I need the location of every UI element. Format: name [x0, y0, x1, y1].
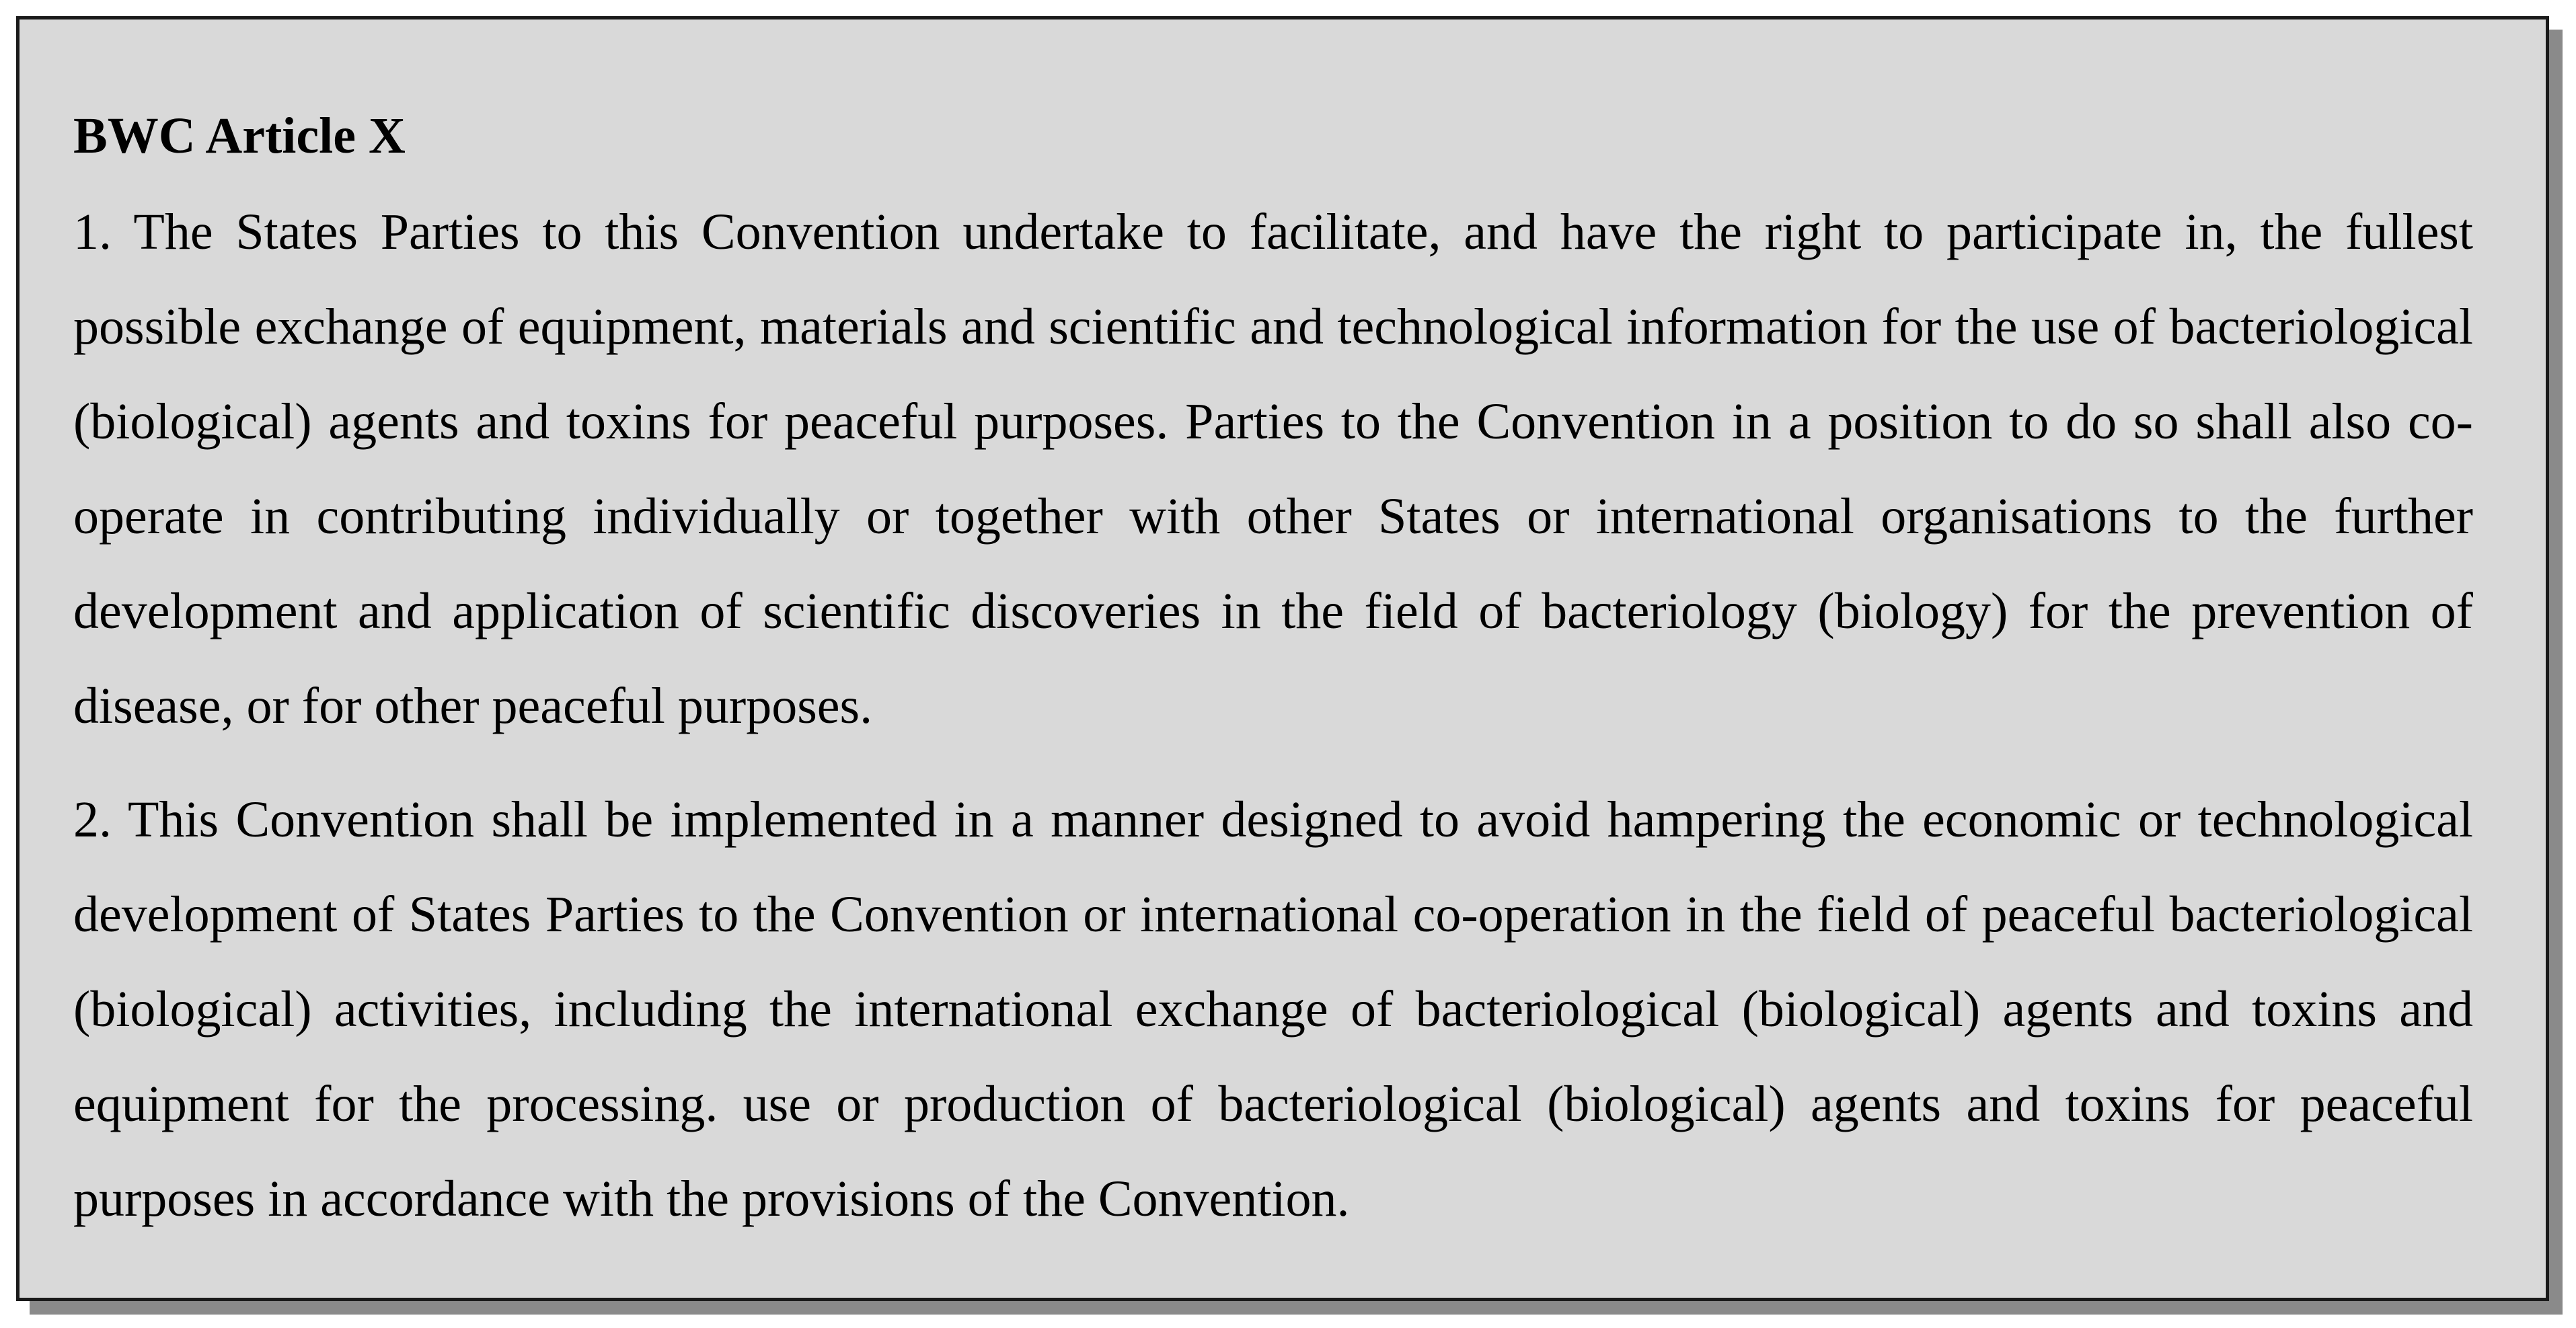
article-paragraph-2: 2. This Convention shall be implemented in a manner designed to avoid hampering the economic or technological development of States Parties to the Convention or international co-operation in the field of peaceful bacteriological (biological) activities, including the international exchange of bacteriological (biological) agents and toxins and equipment for the processing. use or production of bacteriological (biological) agents and toxins for peaceful purposes in accordance with the provisions of the Convention. [73, 791, 2473, 1227]
article-title: BWC Article X [73, 108, 406, 164]
article-box [16, 16, 2549, 1301]
article-paragraph-1: 1. The States Parties to this Convention undertake to facilitate, and have the right to participate in, the fullest possible exchange of equipment, materials and scientific and technological information for the use of bacteriological (biological) agents and toxins for peaceful purposes. Parties to the Convention in a position to do so shall also co-operate in contributing individually or together with other States or international organisations to the further development and application of scientific discoveries in the field of bacteriology (biology) for the prevention of disease, or for other peaceful purposes. [73, 204, 2473, 734]
